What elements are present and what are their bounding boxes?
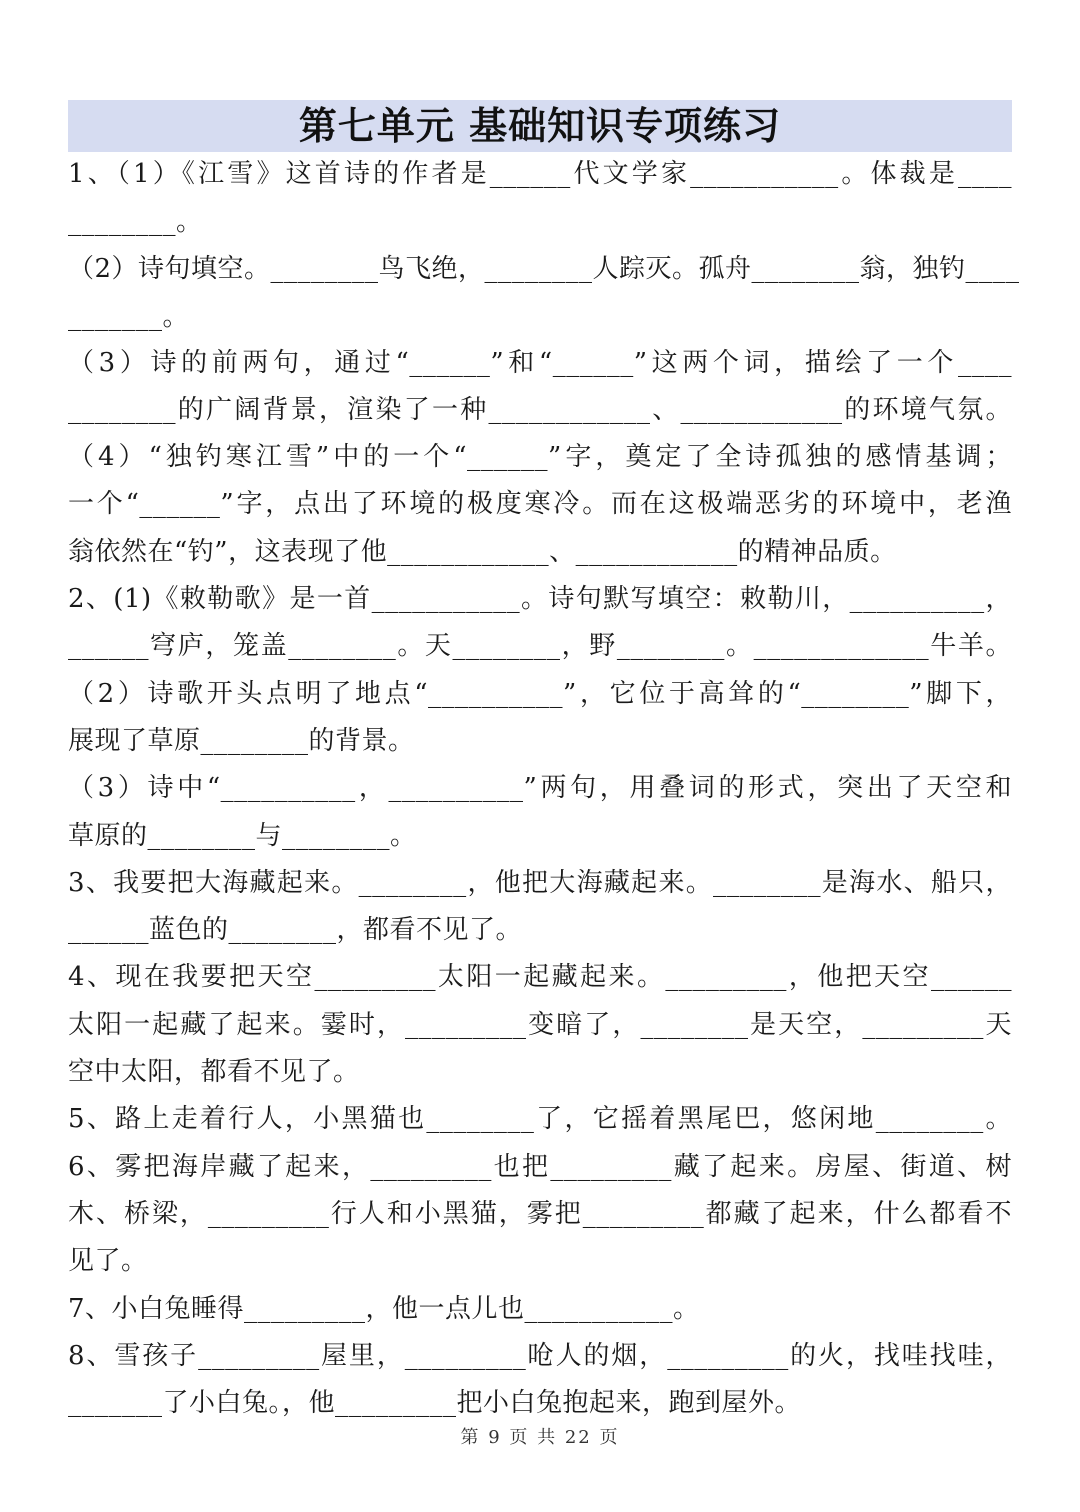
question-line: 3、我要把大海藏起来。________，他把大海藏起来。________是海水、船只， [68, 868, 1012, 898]
question-line: 5、路上走着行人，小黑猫也________了，它摇着黑尾巴，悠闲地________。 [68, 1104, 1012, 1134]
question-line: _______了小白兔。，他_________把小白兔抱起来，跑到屋外。 [68, 1388, 802, 1418]
question-line: 4、现在我要把天空_________太阳一起藏起来。_________，他把天空______ [68, 962, 1012, 992]
question-line: ________的广阔背景，渲染了一种____________、____________的环境气氛。 [68, 395, 1012, 425]
question-line: 6、雾把海岸藏了起来，_________也把_________藏了起来。房屋、街道、树 [68, 1152, 1012, 1182]
question-line: 空中太阳，都看不见了。 [68, 1057, 360, 1087]
question-line: 1、（1）《江雪》这首诗的作者是______代文学家___________。体裁是____ [68, 159, 1012, 189]
question-line: ________。 [68, 207, 203, 237]
question-line: 翁依然在“钓”，这表现了他____________、____________的精神品质。 [68, 537, 897, 567]
page-title: 第七单元 基础知识专项练习 [298, 104, 782, 148]
question-line: 展现了草原________的背景。 [68, 726, 415, 756]
question-line: （4）“独钓寒江雪”中的一个“______”字，奠定了全诗孤独的感情基调； [68, 442, 1012, 472]
question-line: （3）诗的前两句，通过“______”和“______”这两个词，描绘了一个____ [68, 348, 1012, 378]
question-line: 木、桥梁，_________行人和小黑猫，雾把_________都藏了起来，什么都看不 [68, 1199, 1012, 1229]
question-line: （2）诗歌开头点明了地点“__________”，它位于高耸的“________”脚下， [68, 679, 1012, 709]
question-line: ______蓝色的________，都看不见了。 [68, 915, 523, 945]
question-line: 太阳一起藏了起来。霎时，_________变暗了，________是天空，_________天 [68, 1010, 1012, 1040]
question-line: 2、(1)《敕勒歌》是一首___________。诗句默写填空：敕勒川，__________， [68, 584, 1012, 614]
question-line: 7、小白兔睡得_________，他一点儿也___________。 [68, 1294, 700, 1324]
page-number: 第 9 页 共 22 页 [460, 1427, 620, 1448]
question-line: ______穹庐，笼盖________。天________，野________。_____________牛羊。 [68, 631, 1012, 661]
question-line: 8、雪孩子_________屋里，_________呛人的烟，_________的火，找哇找哇， [68, 1341, 1012, 1371]
question-line: _______。 [68, 302, 190, 332]
question-line: （3）诗中“__________，__________”两句，用叠词的形式，突出了天空和 [68, 773, 1012, 803]
question-line: 一个“______”字，点出了环境的极度寒冷。而在这极端恶劣的环境中，老渔 [68, 489, 1012, 519]
question-line: 见了。 [68, 1246, 148, 1276]
question-line: （2）诗句填空。________鸟飞绝，________人踪灭。孤舟________翁，独钓____ [68, 254, 1020, 284]
question-line: 草原的________与________。 [68, 821, 417, 851]
